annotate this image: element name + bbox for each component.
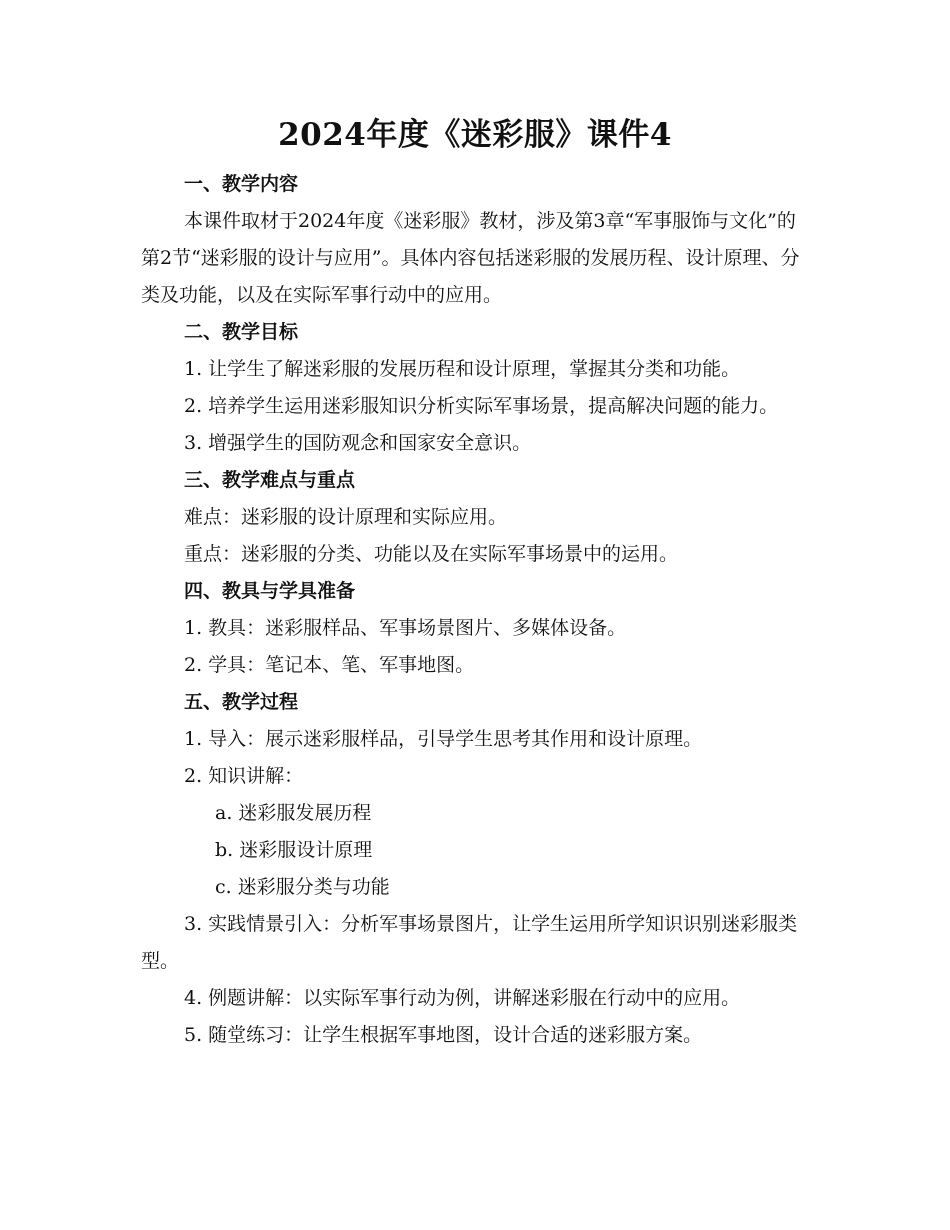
process-item: 1. 导入：展示迷彩服样品，引导学生思考其作用和设计原理。 [184, 728, 703, 750]
process-subitem: b. 迷彩服设计原理 [215, 839, 373, 861]
materials-item: 2. 学具：笔记本、笔、军事地图。 [184, 654, 475, 676]
document-body [141, 166, 813, 1054]
focus-text: 重点：迷彩服的分类、功能以及在实际军事场景中的运用。 [184, 543, 679, 565]
objective-item: 1. 让学生了解迷彩服的发展历程和设计原理，掌握其分类和功能。 [184, 358, 741, 380]
objective-item: 2. 培养学生运用迷彩服知识分析实际军事场景，提高解决问题的能力。 [184, 395, 779, 417]
difficulty-text: 难点：迷彩服的设计原理和实际应用。 [184, 506, 508, 528]
process-subitem: a. 迷彩服发展历程 [215, 802, 372, 824]
process-item: 2. 知识讲解： [184, 765, 304, 787]
objective-item: 3. 增强学生的国防观念和国家安全意识。 [184, 432, 532, 454]
process-subitem: c. 迷彩服分类与功能 [215, 876, 390, 898]
section-heading-materials: 四、教具与学具准备 [184, 580, 356, 602]
materials-item: 1. 教具：迷彩服样品、军事场景图片、多媒体设备。 [184, 617, 627, 639]
section-heading-key-points: 三、教学难点与重点 [184, 469, 356, 491]
process-item: 5. 随堂练习：让学生根据军事地图，设计合适的迷彩服方案。 [184, 1024, 703, 1046]
section-heading-process: 五、教学过程 [184, 691, 299, 713]
process-item: 3. 实践情景引入：分析军事场景图片，让学生运用所学知识识别迷彩服类型。 [141, 913, 798, 972]
document-title: 2024年度《迷彩服》课件4 [278, 117, 672, 153]
process-item: 4. 例题讲解：以实际军事行动为例，讲解迷彩服在行动中的应用。 [184, 987, 741, 1009]
section-heading-objectives: 二、教学目标 [184, 321, 299, 343]
section-heading-content: 一、教学内容 [184, 173, 299, 195]
content-paragraph: 本课件取材于2024年度《迷彩服》教材，涉及第3章“军事服饰与文化”的第2节“迷彩服的设计与应用”。具体内容包括迷彩服的发展历程、设计原理、分类及功能，以及在实际军事行动中的应用。 [141, 210, 800, 306]
